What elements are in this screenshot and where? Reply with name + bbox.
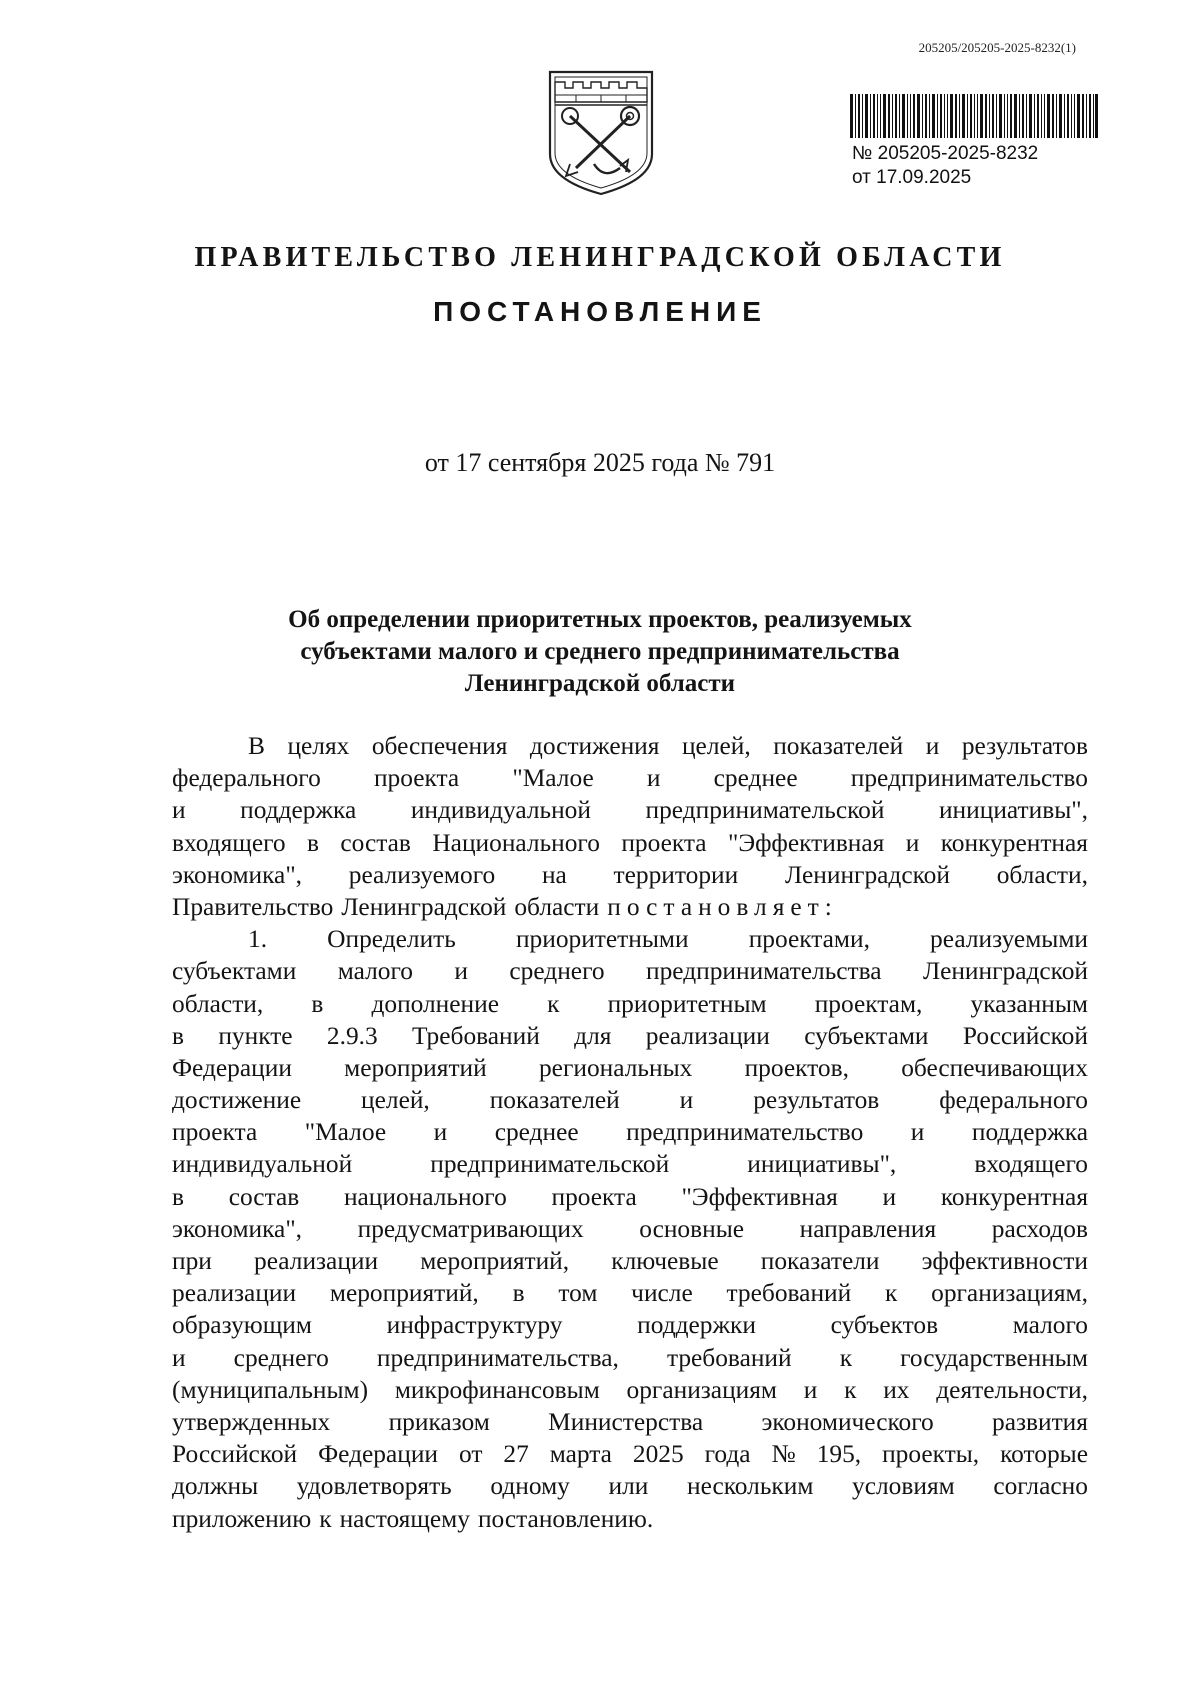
body-line: достижение целей, показателей и результатов федерального <box>172 1086 1088 1115</box>
body-line: субъектами малого и среднего предпринимательства Ленинградской <box>172 957 1088 986</box>
body-line: должны удовлетворять одному или нескольким условиям согласно <box>172 1472 1088 1501</box>
body-line: Правительство Ленинградской области постановляет: <box>172 891 1088 923</box>
registration-stamp <box>852 142 1038 190</box>
body-line: экономика", реализуемого на территории Ленинградской области, <box>172 860 1088 889</box>
government-title: ПРАВИТЕЛЬСТВО ЛЕНИНГРАДСКОЙ ОБЛАСТИ <box>194 242 1006 273</box>
body-line: и поддержка индивидуальной предпринимательской инициативы", <box>172 796 1088 825</box>
body-line: образующим инфраструктуру поддержки субъектов малого <box>172 1311 1088 1340</box>
body-line: входящего в состав Национального проекта "Эффективная и конкурентная <box>172 828 1088 857</box>
body-line: федерального проекта "Малое и среднее предпринимательство <box>172 764 1088 793</box>
body-line: проекта "Малое и среднее предпринимательство и поддержка <box>172 1118 1088 1147</box>
body-line: и среднего предпринимательства, требований к государственным <box>172 1343 1088 1372</box>
body-line: Федерации мероприятий региональных проектов, обеспечивающих <box>172 1053 1088 1082</box>
body-line: реализации мероприятий, в том числе требований к организациям, <box>172 1279 1088 1308</box>
body-line: приложению к настоящему постановлению. <box>172 1504 654 1533</box>
decree-body <box>172 730 1088 1535</box>
subject-line: Об определении приоритетных проектов, реализуемых <box>288 606 912 633</box>
body-line: индивидуальной предпринимательской инициативы", входящего <box>172 1150 1088 1179</box>
document-reference: 205205/205205-2025-8232(1) <box>918 40 1076 55</box>
subject-line: субъектами малого и среднего предпринимательства <box>300 638 900 665</box>
body-line: области, в дополнение к приоритетным проектам, указанным <box>172 989 1088 1018</box>
registration-number: № 205205-2025-8232 <box>852 143 1039 164</box>
barcode-icon <box>850 94 1098 138</box>
decree-date-number: от 17 сентября 2025 года № 791 <box>424 448 776 477</box>
leningrad-oblast-coat-of-arms-icon <box>546 68 656 198</box>
body-line: (муниципальным) микрофинансовым организациям и к их деятельности, <box>172 1375 1088 1404</box>
body-line: В целях обеспечения достижения целей, показателей и результатов <box>248 732 1088 760</box>
body-line: в пункте 2.9.3 Требований для реализации субъектами Российской <box>172 1021 1088 1050</box>
subject-line: Ленинградской области <box>464 670 736 697</box>
body-line: в состав национального проекта "Эффективная и конкурентная <box>172 1182 1088 1211</box>
body-line: экономика", предусматривающих основные направления расходов <box>172 1214 1088 1243</box>
body-line: Российской Федерации от 27 марта 2025 года № 195, проекты, которые <box>172 1440 1088 1469</box>
decree-verb: постановляет: <box>607 892 838 921</box>
registration-date: от 17.09.2025 <box>852 167 972 188</box>
decree-subject <box>0 604 1200 700</box>
body-line: утвержденных приказом Министерства экономического развития <box>172 1407 1088 1436</box>
body-line: 1. Определить приоритетными проектами, реализуемыми <box>248 925 1088 954</box>
decree-title: ПОСТАНОВЛЕНИЕ <box>433 296 767 327</box>
body-line: при реализации мероприятий, ключевые показатели эффективности <box>172 1247 1088 1275</box>
